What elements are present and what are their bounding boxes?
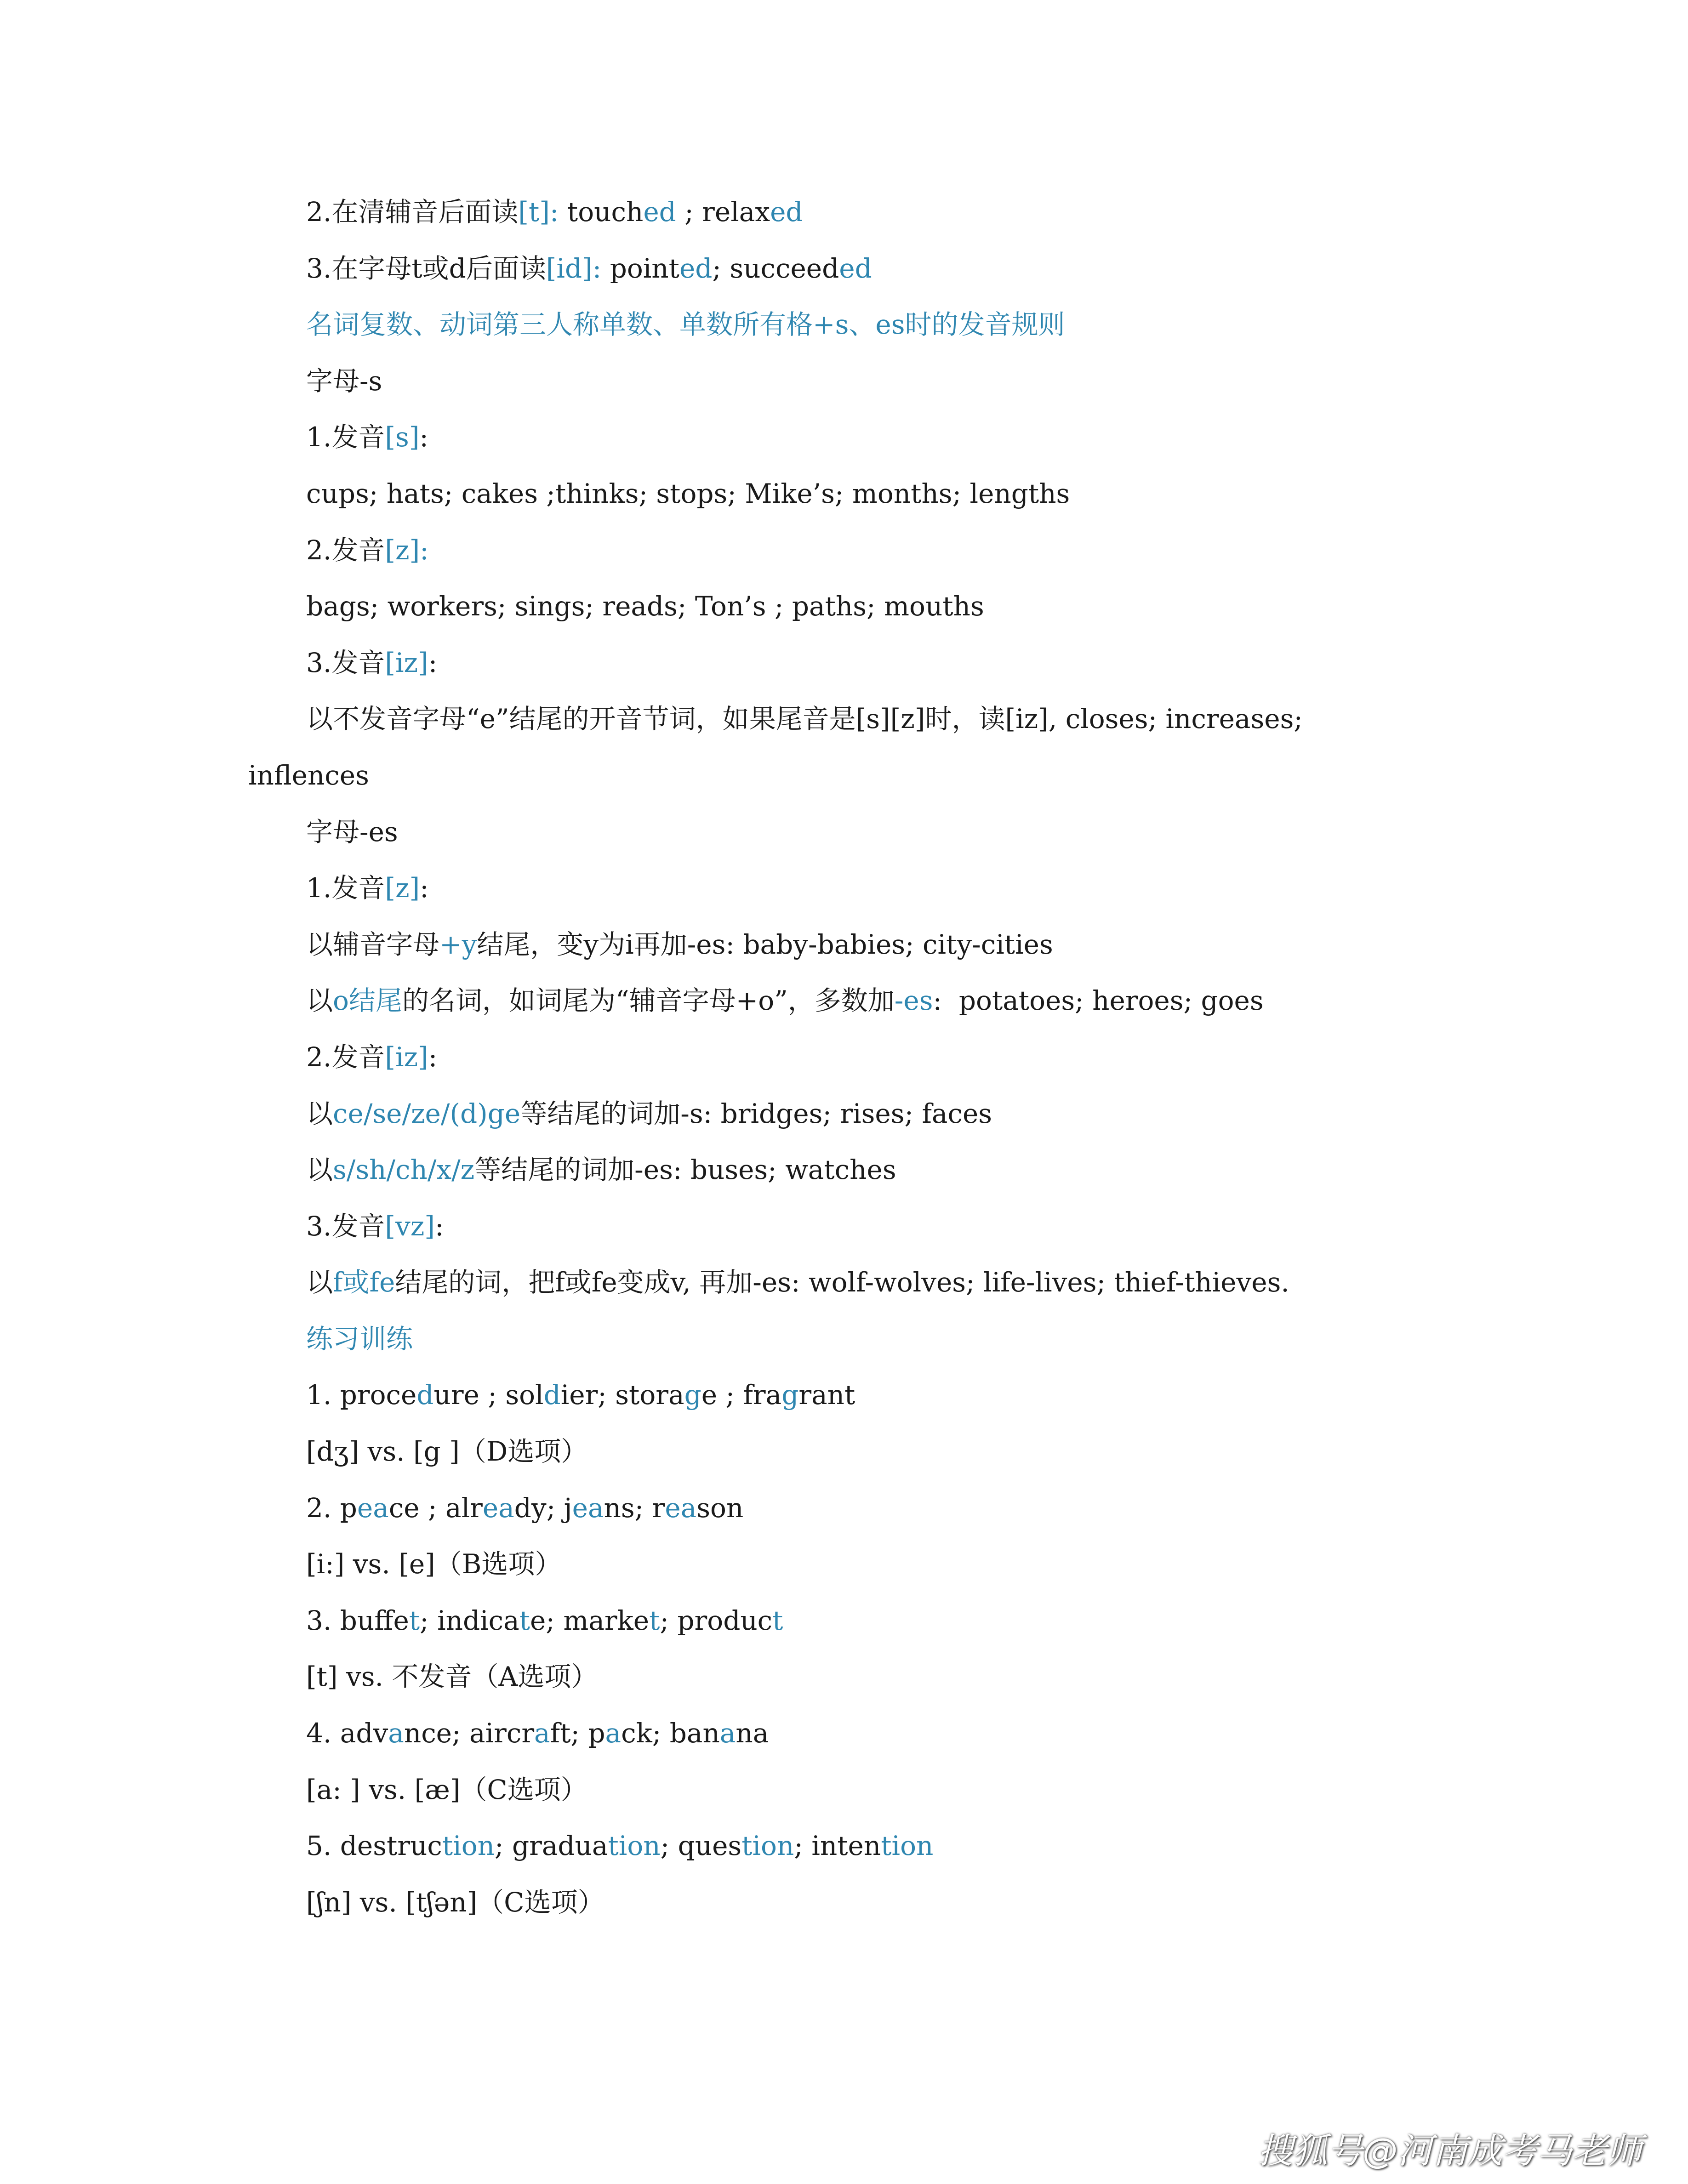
line-text: 3.发音: [306, 647, 385, 678]
highlight-text: g: [781, 1379, 799, 1411]
line-text: dy; j: [514, 1492, 572, 1524]
line-text: son: [696, 1492, 744, 1524]
highlight-text: -es: [894, 985, 933, 1017]
line-text: touch: [567, 196, 644, 228]
line-text: ; produc: [660, 1604, 773, 1636]
line-text: [i:] vs. [e]（B选项）: [306, 1548, 562, 1580]
highlight-text: a: [719, 1718, 736, 1749]
highlight-text: a: [605, 1718, 622, 1749]
line-text: 2. p: [306, 1492, 357, 1524]
line-text: 3. buffe: [306, 1604, 409, 1636]
highlight-text: ea: [357, 1492, 389, 1524]
highlight-text: [z]: [385, 872, 420, 904]
line-text: 3.发音: [306, 1210, 385, 1242]
line-text: ce ; alr: [388, 1492, 483, 1524]
text-line: [0, 973, 1688, 1029]
line-text: 字母-es: [306, 816, 398, 847]
highlight-text: [iz]: [385, 647, 428, 678]
highlight-text: [t]:: [518, 196, 567, 228]
highlight-text: s/sh/ch/x/z: [333, 1154, 475, 1186]
line-text: 结尾的词，把f或fe变成v, 再加-es: wolf-wolves; life-lives; thief-thieves.: [395, 1267, 1289, 1298]
line-text: ft; p: [550, 1718, 605, 1749]
highlight-text: d: [543, 1379, 561, 1411]
highlight-text: tion: [608, 1830, 661, 1862]
line-text: 以: [306, 985, 333, 1017]
line-text: ure ; sol: [433, 1379, 544, 1411]
line-text: ; gradua: [495, 1830, 608, 1862]
line-text: e ; fra: [701, 1379, 782, 1411]
line-text: 名词复数、动词第三人称单数、单数所有格+s、es时的发音规则: [306, 309, 1065, 341]
highlight-text: ed: [679, 252, 713, 284]
line-text: 以: [306, 1267, 333, 1298]
line-text: :: [420, 872, 429, 904]
line-text: 等结尾的词加-es: buses; watches: [474, 1154, 896, 1186]
highlight-text: [s]: [385, 421, 420, 453]
text-line: [0, 1198, 1688, 1255]
highlight-text: tion: [442, 1830, 495, 1862]
text-line: [0, 804, 1688, 860]
highlight-text: [z]:: [385, 534, 429, 566]
highlight-text: ea: [665, 1492, 697, 1524]
text-line: [0, 1029, 1688, 1086]
text-line: [0, 860, 1688, 916]
line-text: inflences: [248, 759, 369, 791]
text-line: [0, 1705, 1688, 1762]
highlight-text: [id]:: [546, 252, 610, 284]
line-text: :: [428, 647, 438, 678]
line-text: bags; workers; sings; reads; Ton’s ; paths; mouths: [306, 591, 984, 622]
line-text: cups; hats; cakes ;thinks; stops; Mike’s; months; lengths: [306, 478, 1070, 509]
line-text: 2.在清辅音后面读: [306, 196, 519, 228]
text-line: [0, 466, 1688, 522]
text-line: [0, 691, 1688, 747]
line-text: [ʃn] vs. [tʃən]（C选项）: [306, 1886, 604, 1918]
highlight-text: a: [388, 1718, 404, 1749]
line-text: point: [610, 252, 679, 284]
line-text: 以: [306, 1154, 333, 1186]
text-line: [0, 747, 1688, 804]
line-text: [dʒ] vs. [g ]（D选项）: [306, 1436, 588, 1467]
text-line: [0, 1874, 1688, 1931]
line-text: 1.发音: [306, 421, 385, 453]
highlight-text: t: [409, 1604, 420, 1636]
highlight-text: t: [772, 1604, 783, 1636]
highlight-text: f或fe: [333, 1267, 395, 1298]
highlight-text: o结尾: [333, 985, 402, 1017]
highlight-text: ed: [839, 252, 872, 284]
line-text: na: [736, 1718, 769, 1749]
text-line: [0, 1818, 1688, 1874]
line-text: e; marke: [530, 1604, 650, 1636]
text-line: [0, 635, 1688, 691]
line-text: ; inten: [794, 1830, 881, 1862]
text-line: [0, 240, 1688, 297]
line-text: ier; stora: [560, 1379, 684, 1411]
line-text: :: [428, 1041, 438, 1073]
highlight-text: ea: [572, 1492, 604, 1524]
highlight-text: [iz]: [385, 1041, 428, 1073]
line-text: ck; ban: [621, 1718, 720, 1749]
line-text: :: [434, 1210, 444, 1242]
line-text: rant: [798, 1379, 855, 1411]
line-text: 以辅音字母: [306, 928, 440, 960]
text-line: [0, 1649, 1688, 1705]
line-text: : potatoes; heroes; goes: [933, 985, 1264, 1017]
line-text: [a: ] vs. [æ]（C选项）: [306, 1774, 587, 1805]
line-text: nce; aircr: [404, 1718, 535, 1749]
line-text: 4. adv: [306, 1718, 388, 1749]
line-text: ; relax: [676, 196, 770, 228]
highlight-text: t: [649, 1604, 660, 1636]
text-line: [0, 1254, 1688, 1311]
highlight-text: tion: [741, 1830, 794, 1862]
text-line: [0, 522, 1688, 579]
line-text: 1.发音: [306, 872, 385, 904]
line-text: ; succeed: [712, 252, 839, 284]
text-line: [0, 578, 1688, 635]
text-line: [0, 184, 1688, 240]
line-text: 字母-s: [306, 365, 382, 397]
line-text: 等结尾的词加-s: bridges; rises; faces: [520, 1098, 992, 1129]
line-text: 2.发音: [306, 534, 385, 566]
line-text: 练习训练: [306, 1323, 413, 1354]
section-heading: [0, 1311, 1688, 1367]
line-text: 5. destruc: [306, 1830, 442, 1862]
text-line: [0, 1592, 1688, 1649]
highlight-text: tion: [881, 1830, 934, 1862]
highlight-text: ed: [643, 196, 676, 228]
document-body: [0, 184, 1688, 1930]
line-text: :: [419, 421, 428, 453]
line-text: 结尾，变y为i再加-es: baby-babies; city-cities: [477, 928, 1053, 960]
text-line: [0, 1536, 1688, 1592]
text-line: [0, 1480, 1688, 1536]
line-text: ns; r: [604, 1492, 665, 1524]
text-line: [0, 409, 1688, 466]
text-line: [0, 1142, 1688, 1198]
highlight-text: ce/se/ze/(d)ge: [333, 1098, 521, 1129]
highlight-text: [vz]: [385, 1210, 435, 1242]
line-text: 以: [306, 1098, 333, 1129]
text-line: [0, 1423, 1688, 1480]
line-text: 以不发音字母“e”结尾的开音节词，如果尾音是[s][z]时，读[iz], closes; increases;: [306, 703, 1303, 735]
line-text: 的名词，如词尾为“辅音字母+o”，多数加: [402, 985, 895, 1017]
text-line: [0, 1367, 1688, 1423]
line-text: 1. proce: [306, 1379, 417, 1411]
line-text: [t] vs. 不发音（A选项）: [306, 1661, 598, 1693]
highlight-text: g: [684, 1379, 701, 1411]
line-text: ; indica: [420, 1604, 519, 1636]
section-heading: [0, 296, 1688, 353]
highlight-text: ed: [770, 196, 803, 228]
highlight-text: a: [534, 1718, 550, 1749]
text-line: [0, 916, 1688, 973]
text-line: [0, 1086, 1688, 1142]
text-line: [0, 353, 1688, 410]
text-line: [0, 1762, 1688, 1818]
line-text: ; ques: [660, 1830, 742, 1862]
highlight-text: t: [519, 1604, 530, 1636]
line-text: 2.发音: [306, 1041, 385, 1073]
highlight-text: ea: [482, 1492, 514, 1524]
highlight-text: +y: [439, 928, 477, 960]
line-text: 3.在字母t或d后面读: [306, 252, 546, 284]
highlight-text: d: [416, 1379, 434, 1411]
watermark: 搜狐号@河南成考马老师: [1258, 2130, 1642, 2171]
